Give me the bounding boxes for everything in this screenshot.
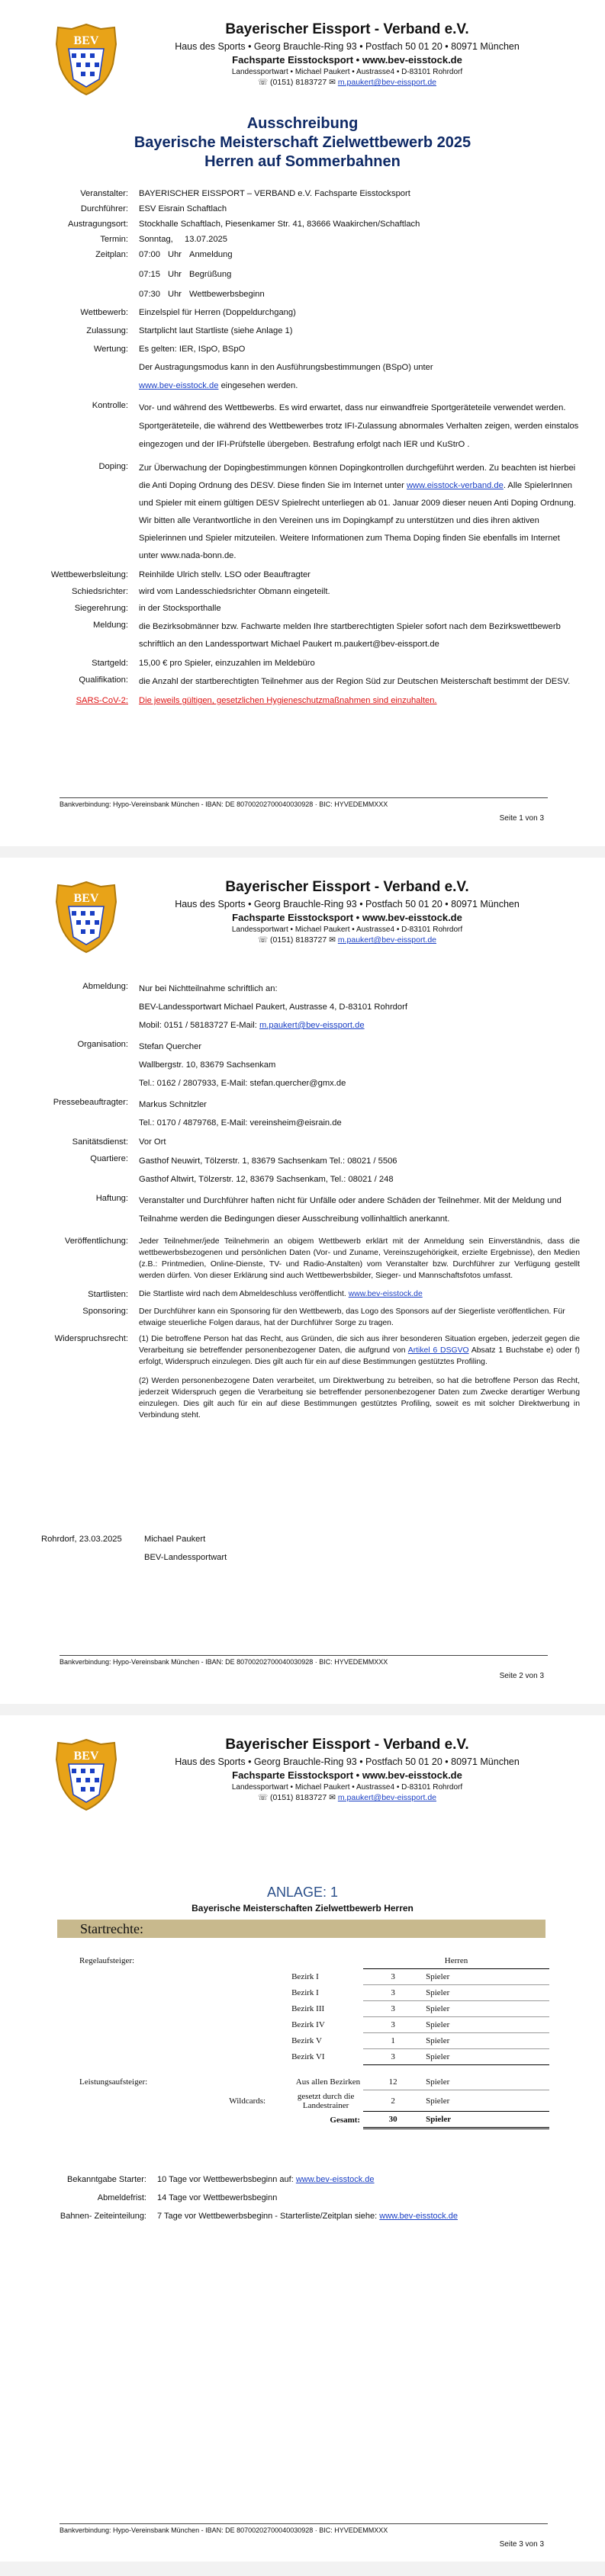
signature-block: Rohrdorf, 23.03.2025 Michael Paukert BEV-Landessportwart [41, 1535, 227, 1562]
org-name: Bayerischer Eissport - Verband e.V. [225, 21, 469, 37]
schedule: 07:00 Uhr Anmeldung 07:15 Uhr Begrüßung 07:30 Uhr Wettbewerbsbeginn [139, 250, 265, 299]
page-1 [0, 0, 605, 846]
startlist-link[interactable]: www.bev-eisstock.de [348, 1290, 423, 1298]
page-2: BEV Bayerischer Eissport - Verband e.V. Haus des Sports • Georg Brauchle-Ring 93 • Postfach 50 01 20 • 80971 München Fachsparte Eisstocksport • www.bev-eisstock.de Landessportwart • Michael Paukert • Austrasse4 • D-83101 Rohrdorf ☏ (0151) 8183727 ✉ m.paukert@bev-eissport.de Abmeldung: Nur bei Nichtteilnahme schriftlich an: BEV-Landessportwart Michael Paukert, Austrasse 4, D-83101 Rohrdorf Mobil: 0151 / 58183727 E-Mail: m.paukert@bev-eissport.de Organisation: Stefan Quercher Wallbergstr. 10, 83679 Sachsenkam Tel.: 0162 / 2807933, E-Mail: stefan.quercher@gmx.de Pressebeauftragter: Markus Schnitzler Tel.: 0170 / 4879768, E-Mail: vereinsheim@eisrain.de Sanitätsdienst: Vor Ort Quartiere: Gasthof Neuwirt, Tölzerstr. 1, 83679 Sachsenkam Tel.: 08021 / 5506 Gasthof Altwirt, Tölzerstr. 12, 83679 Sachsenkam, Tel.: 08021 / 248 Haftung: Veranstalter und Durchführer haften nicht für Unfälle oder andere Schäden der Teilnehmer. Mit der Meldung und Teilnahme werden die Bedingungen dieser Ausschreibung vollinhaltlich anerkannt. Veröffentlichung: Jeder Teilnehmer/jede Teilnehmerin an obigem Wettbewerb erklärt mit der Anmeldung sein Einverständnis, dass die wettbewerbsbezogenen und persönlichen Daten (Vor- und Zuname, Vereinszugehörigkeit, erzielte Ergebnisse), den Medien (z.B.: Printmedien, Online-Dienste, TV- und Radio-Anstalten) vom Veranstalter bzw. Durchführer zur Verfügung gestellt werden dürfen. Von dieser Erklärung sind auch Wettbewerbsbilder, Sieger- und Mannschaftsfotos umfasst. Startlisten: Die Startliste wird nach dem Abmeldeschluss veröffentlicht. www.bev-eisstock.de Sponsoring: Der Durchführer kann ein Sponsoring für den Wettbewerb, das Logo des Sponsors auf der Siegerliste veröffentlichen. Für etwaige steuerliche Folgen daraus, hat der Durchführer Sorge zu tragen. Widerspruchsrecht: (1) Die betroffene Person hat das Recht, aus Gründen, die sich aus ihrer besonderen Situation ergeben, jederzeit gegen die Verarbeitung sie betreffender personenbezogener Daten, die aufgrund von Artikel 6 DSGVO Absatz 1 Buchstabe e) oder f) erfolgt, Widerspruch einzulegen. Dies gilt auch für ein auf diese Bestimmungen gestütztes Profiling. (2) Werden personenbezogene Daten verarbeitet, um Direktwerbung zu betreiben, so hat die betroffene Person das Recht, jederzeit Widerspruch gegen die Verarbeitung sie betreffender personenbezogener Daten zum Zwecke derartiger Werbung einzulegen. Dies gilt auch für ein auf diese Bestimmungen gestütztes Profiling, soweit es mit solcher Direktwerbung in Verbindung steht. Rohrdorf, 23.03.2025 Michael Paukert BEV-Landessportwart Bankverbindung: Hypo-Vereinsbank München - IBAN: DE 80700202700040030928 · BIC: HYVEDEMMXXX Seite 2 von 3 [0, 858, 605, 1704]
table-row: Bezirk I 3 Spieler [76, 1985, 549, 2001]
eisstock-verband-link[interactable]: www.eisstock-verband.de [406, 481, 504, 490]
dept-line: Fachsparte Eisstocksport • www.bev-eisstock.de [232, 54, 462, 66]
mail-icon: ✉ [329, 935, 336, 945]
svg-text:BEV: BEV [73, 892, 99, 905]
annex-title: Bayerische Meisterschaften Zielwettbewerb Herren [191, 1903, 414, 1914]
bev-logo-icon [53, 1737, 119, 1813]
dates-block: Bekanntgabe Starter: 10 Tage vor Wettbewerbsbeginn auf: www.bev-eisstock.de Abmeldefrist: 14 Tage vor Wettbewerbsbeginn Bahnen- Zeiteinteilung: 7 Tage vor Wettbewerbsbeginn - Starterliste/Zeitplan siehe: www.bev-eisstock.de [60, 2175, 458, 2221]
organizer: BAYERISCHER EISSPORT – VERBAND e.V. Fachsparte Eisstocksport [139, 189, 410, 198]
annex-label: ANLAGE: 1 [266, 1885, 339, 1900]
dsgvo-link[interactable]: Artikel 6 DSGVO [407, 1346, 469, 1355]
email-link[interactable]: m.paukert@bev-eissport.de [337, 1793, 436, 1802]
table-row: Bezirk V 1 Spieler [76, 2033, 549, 2049]
tender-details-2: Abmeldung: Nur bei Nichtteilnahme schriftlich an: BEV-Landessportwart Michael Paukert, Austrasse 4, D-83101 Rohrdorf Mobil: 0151 / 58183727 E-Mail: m.paukert@bev-eissport.de Organisation: Stefan Quercher Wallbergstr. 10, 83679 Sachsenkam Tel.: 0162 / 2807933, E-Mail: stefan.quercher@gmx.de Pressebeauftragter: Markus Schnitzler Tel.: 0170 / 4879768, E-Mail: vereinsheim@eisrain.de Sanitätsdienst: Vor Ort Quartiere: Gasthof Neuwirt, Tölzerstr. 1, 83679 Sachsenkam Tel.: 08021 / 5506 Gasthof Altwirt, Tölzerstr. 12, 83679 Sachsenkam, Tel.: 08021 / 248 Haftung: Veranstalter und Durchführer haften nicht für Unfälle oder andere Schäden der Teilnehmer. Mit der Meldung und Teilnahme werden die Bedingungen dieser Ausschreibung vollinhaltlich anerkannt. Veröffentlichung: Jeder Teilnehmer/jede Teilnehmerin an obigem Wettbewerb erklärt mit der Anmeldung sein Einverständnis, dass die wettbewerbsbezogenen und persönlichen Daten (Vor- und Zuname, Vereinszugehörigkeit, erzielte Ergebnisse), den Medien (z.B.: Printmedien, Online-Dienste, TV- und Radio-Anstalten) vom Veranstalter bzw. Durchführer zur Verfügung gestellt werden dürfen. Von dieser Erklärung sind auch Wettbewerbsbilder, Sieger- und Mannschaftsfotos umfasst. Startlisten: Die Startliste wird nach dem Abmeldeschluss veröffentlicht. www.bev-eisstock.de Sponsoring: Der Durchführer kann ein Sponsoring für den Wettbewerb, das Logo des Sponsors auf der Siegerliste veröffentlichen. Für etwaige steuerliche Folgen daraus, hat der Durchführer Sorge zu tragen. Widerspruchsrecht: (1) Die betroffene Person hat das Recht, aus Gründen, die sich aus ihrer besonderen Situation ergeben, jederzeit gegen die Verarbeitung sie betreffender personenbezogener Daten, die aufgrund von Artikel 6 DSGVO Absatz 1 Buchstabe e) oder f) erfolgt, Widerspruch einzulegen. Dies gilt auch für ein auf diese Bestimmungen gestütztes Profiling. (2) Werden personenbezogene Daten verarbeitet, um Direktwerbung zu betreiben, so hat die betroffene Person das Recht, jederzeit Widerspruch gegen die Verarbeitung sie betreffender personenbezogener Daten zum Zwecke derartiger Werbung einzulegen. Dies gilt auch für ein auf diese Bestimmungen gestütztes Profiling, soweit es mit solcher Direktwerbung in Verbindung steht. [53, 982, 580, 1420]
page-number: Seite 2 von 3 [499, 1672, 544, 1680]
table-row: Bezirk I 3 Spieler [76, 1969, 549, 1985]
event-date: 13.07.2025 [185, 235, 227, 244]
page-number: Seite 1 von 3 [499, 814, 544, 823]
venue: Stockhalle Schaftlach, Piesenkamer Str. 41, 83666 Waakirchen/Schaftlach [139, 220, 420, 229]
table-row: Gesamt: 30 Spieler [76, 2112, 549, 2128]
table-row: Bezirk VI 3 Spieler [76, 2049, 549, 2065]
page-title: Ausschreibung Bayerische Meisterschaft Zielwettbewerb 2025 Herren auf Sommerbahnen [134, 115, 471, 170]
page-number: Seite 3 von 3 [499, 2540, 544, 2549]
email-link[interactable]: m.paukert@bev-eissport.de [337, 78, 436, 87]
starter-link[interactable]: www.bev-eisstock.de [295, 2175, 375, 2184]
tender-details: Veranstalter: BAYERISCHER EISSPORT – VERBAND e.V. Fachsparte Eisstocksport Durchführer: ESV Eisrain Schaftlach Austragungsort: Stockhalle Schaftlach, Piesenkamer Str. 41, 83666 Waakirchen/Schaftlach Termin: Sonntag, 13.07.2025 Zeitplan: 07:00 Uhr Anmeldung 07:15 Uhr Begrüßung 07:30 Uhr Wettbewerbsbeginn Wettbewerb: Einzelspiel für Herren (Doppeldurchgang) Zulassung: Startplicht laut Startliste (siehe Anlage 1) Wertung: Es gelten: IER, ISpO, BSpO Der Austragungsmodus kann in den Ausführungsbestimmungen (BSpO) unter www.bev-eisstock.de eingesehen werden. Kontrolle: Vor- und während des Wettbewerbs. Es wird erwartet, dass nur einwandfreie Sportgeräteteile verwendet werden. Sportgeräteteile, die während des Wettbewerbes trotz IFI-Zulassung abnormales Verhalten zeigen, werden einstalos eingezogen und der IFI-Prüfstelle übergeben. Bestrafung erfolgt nach IER und KuStrO . Doping: Zur Überwachung der Dopingbestimmungen können Dopingkontrollen durchgeführt werden. Zu beachten ist hierbei die Anti Doping Ordnung des DESV. Diese finden Sie im Internet unter www.eisstock-verband.de. Alle SpielerInnen und Spieler mit einem gültigen DESV Spielrecht unterliegen ab 01. Januar 2009 dieser neuen Anti Doping Ordnung. Wir bitten alle Verantwortliche in den Vereinen uns im Dopingkampf zu unterstützen und dies ihren aktiven Spielerinnen und Spieler mitzuteilen. Weitere Informationen zum Thema Doping finden Sie ebenfalls im Internet unter www.nada-bonn.de. Wettbewerbsleitung: Reinhilde Ulrich stellv. LSO oder Beauftragter Schiedsrichter: wird vom Landesschiedsrichter Obmann eingeteilt. Siegerehrung: in der Stocksporthalle Meldung: die Bezirksobmänner bzw. Fachwarte melden Ihre startberechtigten Spieler sofort nach dem Bezirkswettbewerb schriftlich an den Landessportwart Michael Paukert m.paukert@bev-eissport.de Startgeld: 15,00 € pro Spieler, einzuzahlen im Meldebüro Qualifikation: die Anzahl der startberechtigten Teilnehmer aus der Region Süd zur Deutschen Meisterschaft bestimmt der DESV. SARS-CoV-2: Die jeweils gültigen, gesetzlichen Hygieneschutzmaßnahmen sind einzuhalten. [31, 187, 580, 709]
startrechte-table: Regelaufsteiger: Herren Bezirk I 3 Spieler Bezirk I 3 Spieler Bezirk III 3 Spieler Bezirk IV 3 Spieler Bezirk V 1 Spieler Bezirk VI 3 Spieler Leistungsaufsteiger: Aus allen Bezirken 12 Spieler Wildcards: gesetzt durch die Landestrainer 2 Spieler Gesamt: 30 Spieler [76, 1953, 549, 2129]
table-row: Bezirk III 3 Spieler [76, 2001, 549, 2017]
svg-text:BEV: BEV [73, 1750, 99, 1763]
email-link[interactable]: m.paukert@bev-eissport.de [337, 935, 436, 945]
paukert-email-link[interactable]: m.paukert@bev-eissport.de [259, 1021, 365, 1030]
letterhead: BEV Bayerischer Eissport - Verband e.V. Haus des Sports • Georg Brauchle-Ring 93 • Postfach 50 01 20 • 80971 München Fachsparte Eisstocksport • www.bev-eisstock.de Landessportwart • Michael Paukert • Austrasse4 • D-83101 Rohrdorf ☏ (0151) 8183727 ✉ m.paukert@bev-eissport.de [46, 871, 565, 963]
table-row: Bezirk IV 3 Spieler [76, 2017, 549, 2033]
org-address: Haus des Sports • Georg Brauchle-Ring 93 • Postfach 50 01 20 • 80971 München [175, 41, 520, 52]
bev-logo-icon [53, 879, 119, 955]
letterhead [46, 14, 565, 105]
page-3: BEV Bayerischer Eissport - Verband e.V. Haus des Sports • Georg Brauchle-Ring 93 • Postfach 50 01 20 • 80971 München Fachsparte Eisstocksport • www.bev-eisstock.de Landessportwart • Michael Paukert • Austrasse4 • D-83101 Rohrdorf ☏ (0151) 8183727 ✉ m.paukert@bev-eissport.de ANLAGE: 1 Bayerische Meisterschaften Zielwettbewerb Herren Startrechte: Regelaufsteiger: Herren Bezirk I 3 Spieler Bezirk I 3 Spieler Bezirk III 3 Spieler Bezirk IV 3 Spieler Bezirk V 1 Spieler Bezirk VI 3 Spieler Leistungsaufsteiger: Aus allen Bezirken 12 Spieler Wildcards: gesetzt durch die Landestrainer 2 Spieler Gesamt: 30 Spieler Bekanntgabe Starter: 10 Tage vor Wettbewerbsbeginn auf: www.bev-eisstock.de Abmeldefrist: 14 Tage vor Wettbewerbsbeginn Bahnen- Zeiteinteilung: 7 Tage vor Wettbewerbsbeginn - Starterliste/Zeitplan siehe: www.bev-eisstock.de Bankverbindung: Hypo-Vereinsbank München - IBAN: DE 80700202700040030928 · BIC: HYVEDEMMXXX Seite 3 von 3 [0, 1715, 605, 2562]
host-club: ESV Eisrain Schaftlach [139, 204, 227, 213]
bev-logo-icon [53, 21, 119, 98]
phone: ☏ (0151) 8183727 [258, 78, 327, 87]
startrechte-band: Startrechte: [57, 1920, 545, 1938]
bev-eisstock-link[interactable]: www.bev-eisstock.de [139, 381, 219, 390]
table-row: Wildcards: gesetzt durch die Landestrainer 2 Spieler [76, 2090, 549, 2112]
mail-icon: ✉ [329, 78, 336, 87]
letterhead: BEV Bayerischer Eissport - Verband e.V. Haus des Sports • Georg Brauchle-Ring 93 • Postfach 50 01 20 • 80971 München Fachsparte Eisstocksport • www.bev-eisstock.de Landessportwart • Michael Paukert • Austrasse4 • D-83101 Rohrdorf ☏ (0151) 8183727 ✉ m.paukert@bev-eissport.de [46, 1729, 565, 1821]
lane-schedule-link[interactable]: www.bev-eisstock.de [379, 2212, 458, 2221]
contact-line: Landessportwart • Michael Paukert • Austrasse4 • D-83101 Rohrdorf [231, 68, 463, 76]
svg-text:BEV: BEV [73, 34, 99, 47]
table-row: Leistungsaufsteiger: Aus allen Bezirken 12 Spieler [76, 2074, 549, 2090]
mail-icon: ✉ [329, 1793, 336, 1802]
bank-footer: Bankverbindung: Hypo-Vereinsbank München - IBAN: DE 80700202700040030928 · BIC: HYVEDEMMXXX [60, 797, 548, 808]
